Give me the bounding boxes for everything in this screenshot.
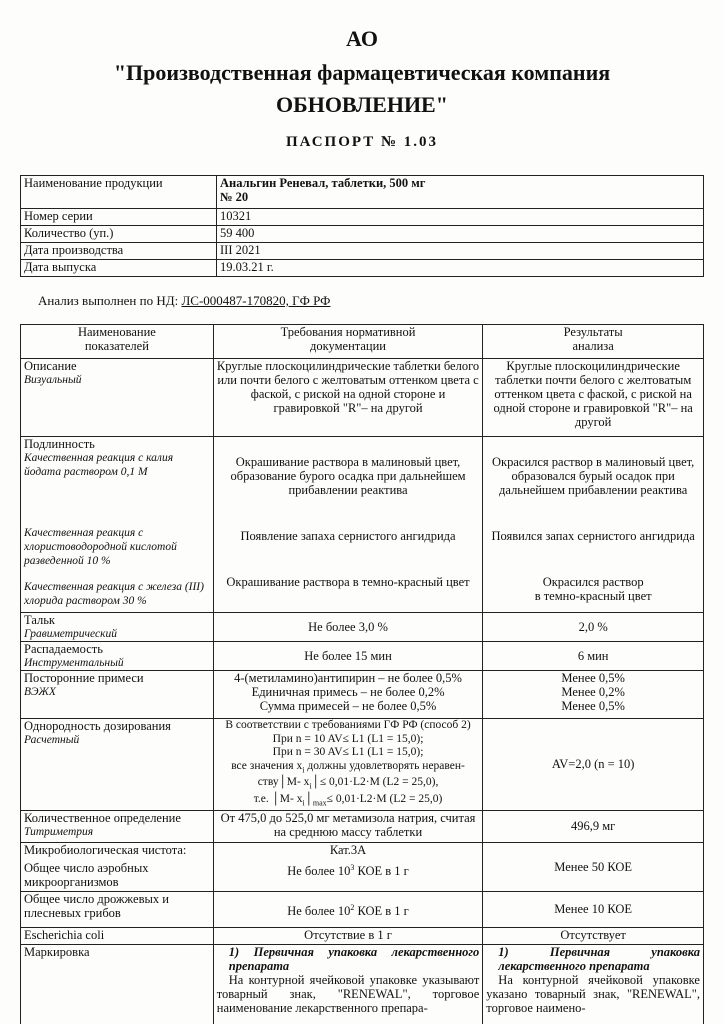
assay-name: Количественное определение: [24, 810, 181, 825]
auth-res-3a: Окрасился раствор: [542, 575, 644, 589]
series-value: 10321: [217, 209, 704, 226]
product-value-line2: № 20: [220, 190, 249, 204]
desc-req: Круглые плоскоцилиндрические таблетки белого или почти белого с желтоватым оттенком цвета с фаской, с риской на одной стороне и гравировкой "R"– на другой: [213, 359, 483, 437]
row-micro-aerobic: [21, 842, 704, 891]
disint-req: Не более 15 мин: [213, 642, 483, 671]
disint-res: 6 мин: [483, 642, 704, 671]
impur-req-2: Единичная примесь – не более 0,2%: [251, 685, 445, 699]
row-talc: [21, 613, 704, 642]
product-info-table: [20, 175, 704, 277]
info-row-release-date: [21, 260, 704, 277]
row-assay: [21, 810, 704, 842]
col-header-name: Наименование показателей: [21, 325, 214, 359]
talc-method: Гравиметрический: [24, 628, 117, 640]
micro-name-cell: [21, 842, 214, 891]
micro-category: Кат.3А: [329, 842, 367, 857]
analysis-table: [20, 324, 704, 1024]
micro-ecoli-req: Отсутствие в 1 г: [213, 927, 483, 944]
series-label: Номер серии: [21, 209, 217, 226]
micro-aerobic-req-cell: [213, 842, 483, 891]
assay-res: 496,9 мг: [483, 810, 704, 842]
auth-method-1: Качественная реакция с калия йодата раствором 0,1 М: [24, 452, 174, 478]
row-micro-yeast: [21, 891, 704, 927]
col-header-res: Результаты анализа: [483, 325, 704, 359]
impur-req-3: Сумма примесей – не более 0,5%: [259, 699, 437, 713]
talc-res: 2,0 %: [483, 613, 704, 642]
auth-req-3: Окрашивание раствора в темно-красный цвет: [226, 575, 470, 589]
analysis-prefix: Анализ выполнен по НД:: [38, 293, 182, 308]
impur-res-3: Менее 0,5%: [561, 699, 625, 713]
auth-method-3: Качественная реакция с железа (III) хлорида раствором 30 %: [24, 581, 204, 607]
impur-res-cell: [483, 671, 704, 719]
mark-res-title: 1) Первичная упаковка лекарственного препарата: [498, 944, 700, 973]
prod-date-label: Дата производства: [21, 243, 217, 260]
uniform-res: AV=2,0 (n = 10): [483, 719, 704, 811]
auth-req-1: Окрашивание раствора в малиновый цвет, образование бурого осадка при дальнейшем прибавлении реактива: [230, 455, 466, 497]
disint-name: Распадаемость: [24, 642, 103, 656]
prod-date-value: III 2021: [217, 243, 704, 260]
uniform-name: Однородность дозирования: [24, 719, 171, 733]
row-authenticity: [21, 437, 704, 613]
uniform-req-cell: [213, 719, 483, 811]
info-row-prod-date: [21, 243, 704, 260]
passport-number: ПАСПОРТ № 1.03: [285, 134, 439, 150]
mark-res-cell: [483, 944, 704, 1024]
talc-req: Не более 3,0 %: [213, 613, 483, 642]
impur-method: ВЭЖХ: [24, 686, 56, 698]
row-disintegration: [21, 642, 704, 671]
auth-req-cell: [213, 437, 483, 613]
org-type: АО: [346, 26, 378, 51]
assay-req: От 475,0 до 525,0 мг метамизола натрия, считая на среднюю массу таблетки: [213, 810, 483, 842]
analysis-note: [38, 293, 330, 309]
talc-name: Тальк: [24, 613, 55, 627]
micro-yeast-res: Менее 10 КОЕ: [483, 891, 704, 927]
uniform-req-5: ству│M- $x_i│\le 0,01\cdot L2\cdot M$ (L2 = 25,0),: [257, 776, 439, 791]
micro-yeast-req: Не более $10^2$ КОЕ в 1 г: [213, 891, 483, 927]
analysis-nd: ЛС-000487-170820, ГФ РФ: [181, 293, 331, 308]
info-row-product: [21, 176, 704, 209]
auth-res-cell: [483, 437, 704, 613]
row-uniformity: [21, 719, 704, 811]
info-row-series: [21, 209, 704, 226]
row-description: [21, 359, 704, 437]
mark-req-cell: [213, 944, 483, 1024]
talc-name-cell: [21, 613, 214, 642]
micro-aerobic-res: Менее 50 КОЕ: [483, 842, 704, 891]
micro-aerobic-req: Не более $10^3$ КОЕ в 1 г: [287, 862, 409, 879]
desc-name-cell: [21, 359, 214, 437]
impur-name: Посторонние примеси: [24, 671, 144, 685]
uniform-req-6: т.е. │M- $x_i│_{max}\le 0,01\cdot L2\cdot M$ (L2 = 25,0): [253, 793, 443, 808]
product-label: Наименование продукции: [21, 176, 217, 209]
mark-name: Маркировка: [21, 944, 214, 1024]
auth-res-3b: в темно-красный цвет: [534, 589, 652, 603]
product-value: [217, 176, 704, 209]
uniform-name-cell: [21, 719, 214, 811]
uniform-req-2: При n = 10 AV≤ L1 (L1 = 15,0);: [272, 732, 424, 745]
impur-name-cell: [21, 671, 214, 719]
impur-req-1: 4-(метиламино)антипирин – не более 0,5%: [234, 671, 462, 685]
micro-name: Микробиологическая чистота:: [24, 842, 187, 857]
info-row-qty: [21, 226, 704, 243]
row-marking: [21, 944, 704, 1024]
product-value-line1: Анальгин Реневал, таблетки, 500 мг: [220, 176, 426, 190]
assay-method: Титриметрия: [24, 825, 94, 838]
auth-method-2: Качественная реакция с хлористоводородной кислотой разведенной 10 %: [24, 527, 177, 567]
micro-aerobic-name: Общее число аэробных микроорганизмов: [24, 860, 149, 889]
assay-name-cell: [21, 810, 214, 842]
auth-name: Подлинность: [24, 437, 95, 451]
qty-label: Количество (уп.): [21, 226, 217, 243]
auth-name-cell: [21, 437, 214, 613]
uniform-req-4: все значения $x_i$ должны удовлетворять неравен-: [231, 759, 465, 774]
mark-req-text: На контурной ячейковой упаковке указывают товарный знак, "RENEWAL", торговое наименование лекарственного препара-: [216, 972, 480, 1015]
release-date-value: 19.03.21 г.: [217, 260, 704, 277]
disint-method: Инструментальный: [24, 657, 124, 669]
disint-name-cell: [21, 642, 214, 671]
row-micro-ecoli: [21, 927, 704, 944]
qty-value: 59 400: [217, 226, 704, 243]
auth-res-2: Появился запах сернистого ангидрида: [491, 529, 695, 543]
impur-res-2: Менее 0,2%: [561, 685, 625, 699]
uniform-req-1: В соответствии с требованиями ГФ РФ (способ 2): [225, 719, 471, 731]
micro-yeast-name: Общее число дрожжевых и плесневых грибов: [21, 891, 214, 927]
auth-res-1: Окрасился раствор в малиновый цвет, образовался бурый осадок при дальнейшем прибавлении реактива: [492, 455, 695, 497]
mark-res-text: На контурной ячейковой упаковке указано товарный знак, "RENEWAL", торговое наимено-: [486, 972, 700, 1015]
micro-ecoli-name: Escherichia coli: [21, 927, 214, 944]
desc-res: Круглые плоскоцилиндрические таблетки почти белого с желтоватым оттенком цвета с фаской, с риской на одной стороне и гравировкой "R"– на другой: [483, 359, 704, 437]
release-date-label: Дата выпуска: [21, 260, 217, 277]
impur-req-cell: [213, 671, 483, 719]
company-name-line1: "Производственная фармацевтическая компания: [113, 60, 611, 85]
desc-name: Описание: [24, 359, 77, 373]
micro-ecoli-res: Отсутствует: [483, 927, 704, 944]
table-header-row: [21, 325, 704, 359]
auth-req-2: Появление запаха сернистого ангидрида: [240, 529, 456, 543]
desc-method: Визуальный: [24, 374, 82, 386]
impur-res-1: Менее 0,5%: [561, 671, 625, 685]
uniform-method: Расчетный: [24, 734, 80, 746]
company-name-line2: ОБНОВЛЕНИЕ": [276, 92, 448, 117]
mark-req-title: 1) Первичная упаковка лекарственного препарата: [228, 944, 480, 973]
row-impurities: [21, 671, 704, 719]
uniform-req-3: При n = 30 AV≤ L1 (L1 = 15,0);: [272, 746, 424, 758]
col-header-req: Требования нормативной документации: [213, 325, 483, 359]
